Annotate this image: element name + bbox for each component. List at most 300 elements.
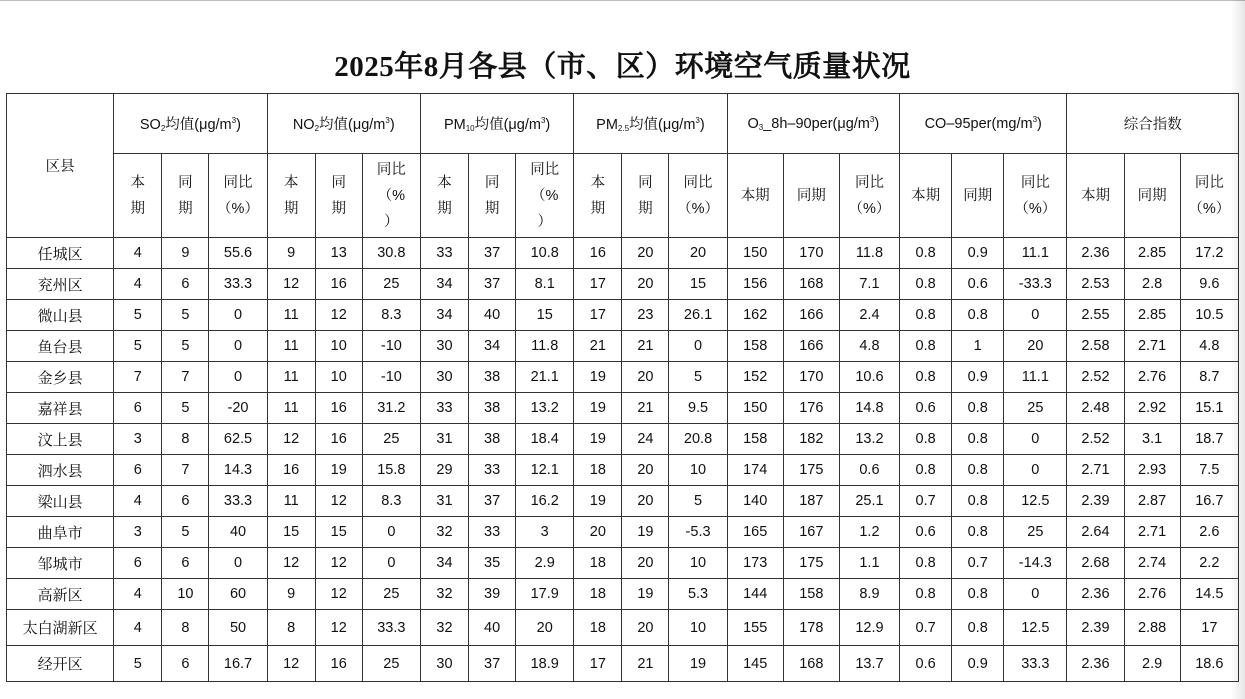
value-cell: 6 (114, 393, 162, 424)
value-cell: 0.8 (900, 424, 952, 455)
value-cell: 32 (420, 579, 468, 610)
value-cell: 0 (1004, 579, 1067, 610)
value-cell: 12.1 (516, 455, 574, 486)
value-cell: 34 (420, 548, 468, 579)
composite-group-header: 综合指数 (1067, 94, 1239, 154)
value-cell: 12.5 (1004, 610, 1067, 646)
value-cell: 0.8 (952, 455, 1004, 486)
value-cell: 182 (783, 424, 839, 455)
value-cell: 2.39 (1067, 486, 1124, 517)
table-row (7, 579, 1239, 610)
value-cell: 3 (114, 424, 162, 455)
value-cell: 170 (783, 238, 839, 269)
value-cell: 0 (1004, 455, 1067, 486)
value-cell: 15 (669, 269, 727, 300)
value-cell: 21 (622, 331, 669, 362)
o3-group-header: $O_3\_8h-90per(\mu g/m^3)$ (727, 94, 899, 154)
value-cell: 0.8 (900, 300, 952, 331)
value-cell: 0 (1004, 300, 1067, 331)
value-cell: 20.8 (669, 424, 727, 455)
value-cell: 8.1 (516, 269, 574, 300)
value-cell: 18.4 (516, 424, 574, 455)
value-cell: 0.6 (900, 517, 952, 548)
value-cell: 7.1 (839, 269, 899, 300)
value-cell: 20 (622, 238, 669, 269)
value-cell: 6 (114, 455, 162, 486)
value-cell: 16 (315, 424, 362, 455)
o3-current-header: 本期 (727, 154, 783, 238)
value-cell: 2.6 (1180, 517, 1238, 548)
value-cell: 25 (1004, 517, 1067, 548)
value-cell: 10 (162, 579, 209, 610)
value-cell: 31 (420, 424, 468, 455)
value-cell: 11.8 (516, 331, 574, 362)
value-cell: 0 (362, 548, 420, 579)
table-row (7, 300, 1239, 331)
value-cell: 0.8 (900, 362, 952, 393)
value-cell: 2.76 (1124, 362, 1180, 393)
value-cell: 11 (267, 393, 315, 424)
value-cell: 18 (574, 548, 622, 579)
district-cell: 微山县 (7, 300, 114, 331)
value-cell: -33.3 (1004, 269, 1067, 300)
table-row (7, 269, 1239, 300)
value-cell: 0.7 (952, 548, 1004, 579)
so2-group-header: $SO_2$均值$(\mu g/m^3)$ (114, 94, 267, 154)
value-cell: -10 (362, 331, 420, 362)
value-cell: 2.55 (1067, 300, 1124, 331)
value-cell: 26.1 (669, 300, 727, 331)
value-cell: 0.9 (952, 238, 1004, 269)
value-cell: 33 (420, 393, 468, 424)
value-cell: 30 (420, 362, 468, 393)
value-cell: 21.1 (516, 362, 574, 393)
value-cell: 18 (574, 610, 622, 646)
value-cell: 0.9 (952, 646, 1004, 682)
value-cell: 6 (114, 548, 162, 579)
no2-group-header: $NO_2$均值$(\mu g/m^3)$ (267, 94, 420, 154)
value-cell: 4.8 (1180, 331, 1238, 362)
value-cell: 8 (162, 610, 209, 646)
value-cell: 19 (315, 455, 362, 486)
value-cell: 17 (574, 300, 622, 331)
value-cell: 7 (162, 455, 209, 486)
value-cell: 5 (114, 331, 162, 362)
table-row (7, 517, 1239, 548)
value-cell: 0.7 (900, 486, 952, 517)
value-cell: 13 (315, 238, 362, 269)
value-cell: 174 (727, 455, 783, 486)
composite-prior-header: 同期 (1124, 154, 1180, 238)
table-row (7, 331, 1239, 362)
value-cell: 29 (420, 455, 468, 486)
value-cell: 37 (469, 646, 516, 682)
value-cell: 14.3 (209, 455, 267, 486)
value-cell: 17.2 (1180, 238, 1238, 269)
district-cell: 任城区 (7, 238, 114, 269)
district-cell: 曲阜市 (7, 517, 114, 548)
value-cell: 9 (267, 579, 315, 610)
value-cell: 17 (574, 646, 622, 682)
value-cell: 55.6 (209, 238, 267, 269)
value-cell: 30 (420, 331, 468, 362)
pm10-prior-header: 同 期 (469, 154, 516, 238)
value-cell: 140 (727, 486, 783, 517)
value-cell: 12 (267, 269, 315, 300)
pm25-prior-header: 同 期 (622, 154, 669, 238)
value-cell: 10.5 (1180, 300, 1238, 331)
value-cell: 25 (362, 269, 420, 300)
value-cell: 152 (727, 362, 783, 393)
table-row (7, 486, 1239, 517)
value-cell: 30 (420, 646, 468, 682)
value-cell: 18.7 (1180, 424, 1238, 455)
value-cell: 8.7 (1180, 362, 1238, 393)
value-cell: 15 (516, 300, 574, 331)
value-cell: 9.6 (1180, 269, 1238, 300)
value-cell: 10 (315, 331, 362, 362)
value-cell: 0.8 (900, 548, 952, 579)
value-cell: 20 (622, 362, 669, 393)
value-cell: 5 (114, 300, 162, 331)
co-prior-header: 同期 (952, 154, 1004, 238)
value-cell: 16.7 (209, 646, 267, 682)
value-cell: 0.7 (900, 610, 952, 646)
value-cell: 0.6 (900, 646, 952, 682)
value-cell: 15.8 (362, 455, 420, 486)
value-cell: 158 (727, 424, 783, 455)
value-cell: 10 (669, 610, 727, 646)
value-cell: 12 (315, 300, 362, 331)
value-cell: 39 (469, 579, 516, 610)
value-cell: 2.4 (839, 300, 899, 331)
district-cell: 兖州区 (7, 269, 114, 300)
value-cell: 20 (622, 486, 669, 517)
value-cell: 2.8 (1124, 269, 1180, 300)
value-cell: 31 (420, 486, 468, 517)
value-cell: 2.87 (1124, 486, 1180, 517)
value-cell: 8 (162, 424, 209, 455)
value-cell: 2.2 (1180, 548, 1238, 579)
value-cell: 0.8 (952, 517, 1004, 548)
value-cell: 14.5 (1180, 579, 1238, 610)
value-cell: 16 (315, 646, 362, 682)
value-cell: 6 (162, 548, 209, 579)
value-cell: 2.36 (1067, 238, 1124, 269)
value-cell: 12 (315, 610, 362, 646)
document-title: 2025年8月各县（市、区）环境空气质量状况 (334, 51, 911, 83)
value-cell: 9 (267, 238, 315, 269)
value-cell: 187 (783, 486, 839, 517)
value-cell: 19 (622, 579, 669, 610)
value-cell: 16 (315, 393, 362, 424)
value-cell: 145 (727, 646, 783, 682)
value-cell: 11 (267, 486, 315, 517)
value-cell: 24 (622, 424, 669, 455)
value-cell: 150 (727, 238, 783, 269)
no2-current-header: 本 期 (267, 154, 315, 238)
pm10-current-header: 本 期 (420, 154, 468, 238)
so2-current-header: 本 期 (114, 154, 162, 238)
value-cell: 23 (622, 300, 669, 331)
value-cell: -10 (362, 362, 420, 393)
value-cell: 4.8 (839, 331, 899, 362)
value-cell: 16 (315, 269, 362, 300)
value-cell: 4 (114, 238, 162, 269)
value-cell: -5.3 (669, 517, 727, 548)
value-cell: 11.1 (1004, 238, 1067, 269)
value-cell: 33 (469, 455, 516, 486)
district-cell: 梁山县 (7, 486, 114, 517)
value-cell: 5 (162, 300, 209, 331)
value-cell: 10 (315, 362, 362, 393)
value-cell: 2.88 (1124, 610, 1180, 646)
value-cell: 13.2 (516, 393, 574, 424)
value-cell: 62.5 (209, 424, 267, 455)
value-cell: 166 (783, 331, 839, 362)
value-cell: 34 (469, 331, 516, 362)
value-cell: 2.64 (1067, 517, 1124, 548)
value-cell: 25 (362, 646, 420, 682)
value-cell: 10.6 (839, 362, 899, 393)
value-cell: 16.7 (1180, 486, 1238, 517)
value-cell: 0.8 (952, 610, 1004, 646)
value-cell: 38 (469, 393, 516, 424)
value-cell: 178 (783, 610, 839, 646)
value-cell: 156 (727, 269, 783, 300)
value-cell: 8 (267, 610, 315, 646)
district-cell: 高新区 (7, 579, 114, 610)
value-cell: 15.1 (1180, 393, 1238, 424)
value-cell: 33.3 (209, 486, 267, 517)
o3-prior-header: 同期 (783, 154, 839, 238)
value-cell: 168 (783, 646, 839, 682)
co-current-header: 本期 (900, 154, 952, 238)
value-cell: 16 (574, 238, 622, 269)
pm25-current-header: 本 期 (574, 154, 622, 238)
value-cell: 33 (420, 238, 468, 269)
value-cell: 175 (783, 455, 839, 486)
value-cell: 2.52 (1067, 424, 1124, 455)
value-cell: 30.8 (362, 238, 420, 269)
value-cell: 2.71 (1124, 331, 1180, 362)
value-cell: 162 (727, 300, 783, 331)
co-group-header: $CO-95per(mg/m^3)$ (900, 94, 1067, 154)
value-cell: 38 (469, 362, 516, 393)
value-cell: 3 (114, 517, 162, 548)
value-cell: 0.8 (900, 269, 952, 300)
value-cell: 19 (574, 362, 622, 393)
value-cell: 7 (162, 362, 209, 393)
value-cell: 0.8 (952, 300, 1004, 331)
value-cell: 6 (162, 486, 209, 517)
value-cell: 3 (516, 517, 574, 548)
value-cell: 19 (574, 393, 622, 424)
table-row (7, 238, 1239, 269)
header-row-subcolumns (7, 154, 1239, 238)
value-cell: 10 (669, 548, 727, 579)
so2-prior-header: 同 期 (162, 154, 209, 238)
value-cell: 16 (267, 455, 315, 486)
value-cell: 40 (469, 610, 516, 646)
value-cell: 34 (420, 269, 468, 300)
value-cell: 21 (622, 646, 669, 682)
value-cell: 7 (114, 362, 162, 393)
composite-yoy-header: 同比 （%） (1180, 154, 1238, 238)
value-cell: 14.8 (839, 393, 899, 424)
value-cell: 25 (362, 424, 420, 455)
value-cell: 175 (783, 548, 839, 579)
value-cell: 25 (362, 579, 420, 610)
value-cell: 31.2 (362, 393, 420, 424)
value-cell: 0 (209, 548, 267, 579)
value-cell: 32 (420, 517, 468, 548)
value-cell: 2.36 (1067, 579, 1124, 610)
value-cell: 5 (669, 362, 727, 393)
value-cell: 20 (622, 548, 669, 579)
value-cell: -14.3 (1004, 548, 1067, 579)
value-cell: 2.76 (1124, 579, 1180, 610)
value-cell: 19 (574, 424, 622, 455)
so2-yoy-header: 同比 （%） (209, 154, 267, 238)
value-cell: 5 (669, 486, 727, 517)
district-cell: 经开区 (7, 646, 114, 682)
value-cell: 165 (727, 517, 783, 548)
value-cell: 10 (669, 455, 727, 486)
value-cell: 20 (622, 610, 669, 646)
value-cell: 5 (114, 646, 162, 682)
value-cell: 20 (622, 455, 669, 486)
district-cell: 鱼台县 (7, 331, 114, 362)
table-row (7, 393, 1239, 424)
value-cell: 0.6 (952, 269, 1004, 300)
value-cell: 2.9 (1124, 646, 1180, 682)
value-cell: 20 (574, 517, 622, 548)
district-cell: 邹城市 (7, 548, 114, 579)
value-cell: 2.92 (1124, 393, 1180, 424)
value-cell: 17 (574, 269, 622, 300)
value-cell: 7.5 (1180, 455, 1238, 486)
value-cell: 2.52 (1067, 362, 1124, 393)
value-cell: 0 (209, 300, 267, 331)
value-cell: 13.2 (839, 424, 899, 455)
value-cell: 2.74 (1124, 548, 1180, 579)
value-cell: 20 (622, 269, 669, 300)
value-cell: 5 (162, 517, 209, 548)
value-cell: 10.8 (516, 238, 574, 269)
value-cell: 40 (469, 300, 516, 331)
value-cell: 1 (952, 331, 1004, 362)
pm10-yoy-header: 同比 （% ） (516, 154, 574, 238)
value-cell: 2.58 (1067, 331, 1124, 362)
table-row (7, 362, 1239, 393)
value-cell: 0.8 (900, 331, 952, 362)
district-cell: 泗水县 (7, 455, 114, 486)
value-cell: 4 (114, 269, 162, 300)
value-cell: 12 (315, 548, 362, 579)
air-quality-table (6, 93, 1239, 682)
value-cell: 20 (516, 610, 574, 646)
co-yoy-header: 同比 （%） (1004, 154, 1067, 238)
value-cell: 12.5 (1004, 486, 1067, 517)
value-cell: 25.1 (839, 486, 899, 517)
value-cell: 155 (727, 610, 783, 646)
value-cell: 2.48 (1067, 393, 1124, 424)
value-cell: 4 (114, 579, 162, 610)
value-cell: 2.71 (1067, 455, 1124, 486)
value-cell: 3.1 (1124, 424, 1180, 455)
value-cell: 0.8 (900, 238, 952, 269)
value-cell: 173 (727, 548, 783, 579)
value-cell: 12 (267, 646, 315, 682)
pm25-group-header: $PM_{2.5}$均值$(\mu g/m^3)$ (574, 94, 727, 154)
district-cell: 嘉祥县 (7, 393, 114, 424)
value-cell: 20 (669, 238, 727, 269)
value-cell: 33 (469, 517, 516, 548)
value-cell: 9 (162, 238, 209, 269)
district-cell: 金乡县 (7, 362, 114, 393)
value-cell: 8.9 (839, 579, 899, 610)
value-cell: 0 (669, 331, 727, 362)
value-cell: 2.85 (1124, 238, 1180, 269)
value-cell: 0 (209, 362, 267, 393)
value-cell: 35 (469, 548, 516, 579)
value-cell: 33.3 (209, 269, 267, 300)
table-row (7, 455, 1239, 486)
value-cell: 38 (469, 424, 516, 455)
value-cell: 176 (783, 393, 839, 424)
value-cell: 17 (1180, 610, 1238, 646)
value-cell: 0 (362, 517, 420, 548)
value-cell: 37 (469, 238, 516, 269)
value-cell: 0.8 (952, 393, 1004, 424)
table-row (7, 424, 1239, 455)
value-cell: 4 (114, 610, 162, 646)
value-cell: 1.1 (839, 548, 899, 579)
value-cell: 2.93 (1124, 455, 1180, 486)
value-cell: 11 (267, 331, 315, 362)
value-cell: 0.8 (900, 579, 952, 610)
value-cell: 5 (162, 393, 209, 424)
table-body (7, 238, 1239, 682)
value-cell: 34 (420, 300, 468, 331)
value-cell: 11 (267, 362, 315, 393)
value-cell: 19 (574, 486, 622, 517)
value-cell: 6 (162, 646, 209, 682)
header-row-groups (7, 94, 1239, 154)
table-row (7, 610, 1239, 646)
pm10-group-header: $PM_{10}$均值$(\mu g/m^3)$ (420, 94, 573, 154)
value-cell: 13.7 (839, 646, 899, 682)
value-cell: 158 (727, 331, 783, 362)
value-cell: 0 (209, 331, 267, 362)
value-cell: 11 (267, 300, 315, 331)
value-cell: 20 (1004, 331, 1067, 362)
value-cell: 8.3 (362, 300, 420, 331)
value-cell: 150 (727, 393, 783, 424)
value-cell: 5 (162, 331, 209, 362)
value-cell: 12.9 (839, 610, 899, 646)
composite-current-header: 本期 (1067, 154, 1124, 238)
value-cell: 15 (315, 517, 362, 548)
value-cell: 60 (209, 579, 267, 610)
value-cell: 17.9 (516, 579, 574, 610)
value-cell: 2.36 (1067, 646, 1124, 682)
value-cell: 0.8 (952, 579, 1004, 610)
value-cell: 33.3 (362, 610, 420, 646)
value-cell: -20 (209, 393, 267, 424)
value-cell: 144 (727, 579, 783, 610)
